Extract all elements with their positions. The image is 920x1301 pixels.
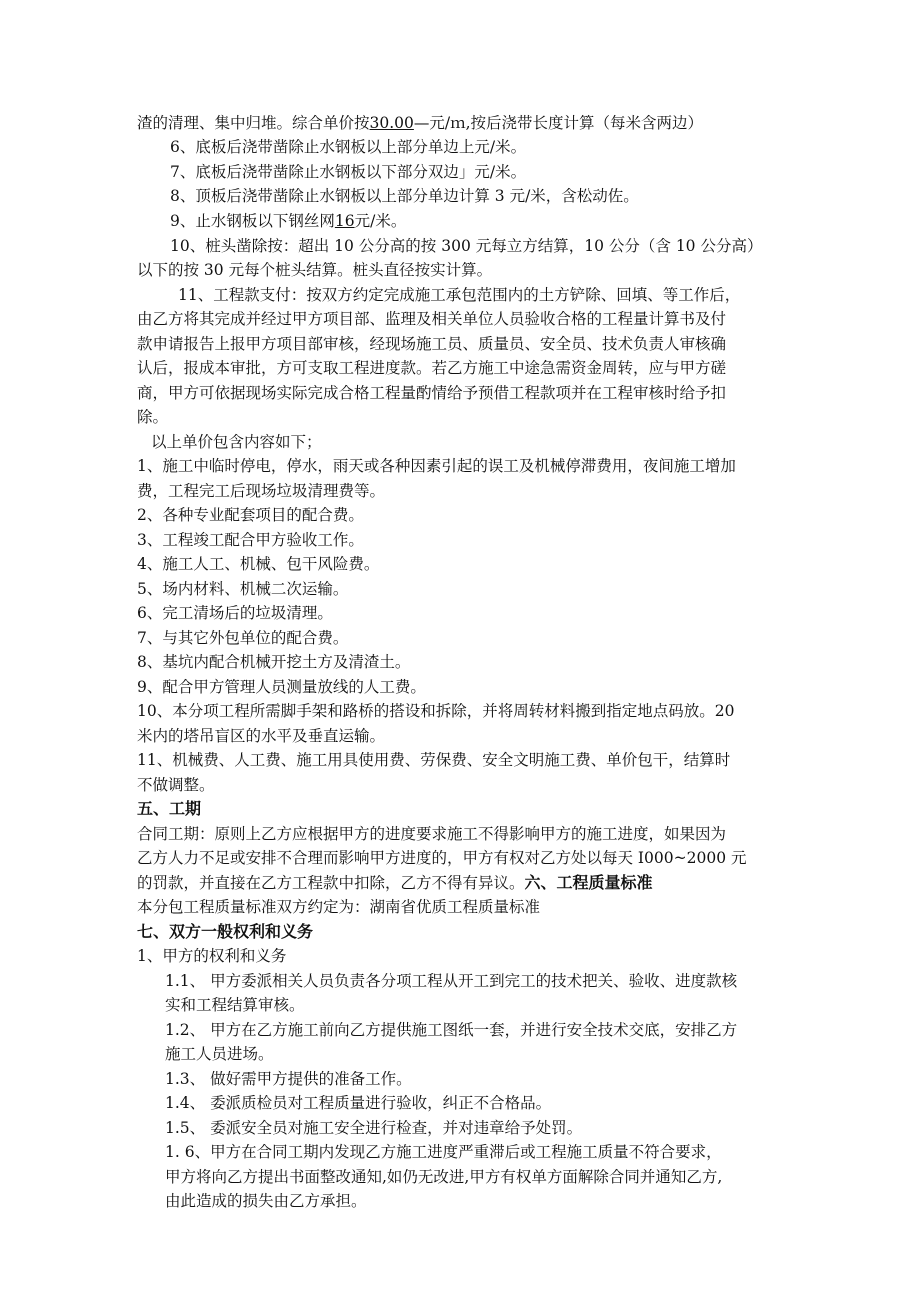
paragraph-line: 以上单价包含内容如下； <box>151 433 322 451</box>
paragraph-line: 1.2、 甲方在乙方施工前向乙方提供施工图纸一套，并进行安全技术交底，安排乙方 <box>165 1021 738 1039</box>
list-item: 10、本分项工程所需脚手架和路桥的搭设和拆除，并将周转材料搬到指定地点码放。20 <box>137 702 735 720</box>
paragraph-line: 款申请报告上报甲方项目部审核，经现场施工员、质量员、安全员、技术负责人审核确 <box>137 335 727 353</box>
list-item: 8、基坑内配合机械开挖土方及清渣土。 <box>137 653 411 671</box>
paragraph-line <box>170 209 406 234</box>
paragraph-line: 合同工期：原则上乙方应根据甲方的进度要求施工不得影响甲方的施工进度，如果因为 <box>137 825 727 843</box>
paragraph-line: 8、顶板后浇带凿除止水钢板以上部分单边计算 3 元/米，含松动佐。 <box>170 187 639 205</box>
text: 元/米。 <box>354 212 407 230</box>
paragraph-line: 乙方人力不足或安排不合理而影响甲方进度的，甲方有权对乙方处以每天 I000~2000 元 <box>137 849 747 867</box>
paragraph-line: 1、甲方的权利和义务 <box>137 947 287 965</box>
paragraph-line: 商，甲方可依据现场实际完成合格工程量酌情给予预借工程款项并在工程审核时给予扣 <box>137 384 727 402</box>
list-item: 6、完工清场后的垃圾清理。 <box>137 604 333 622</box>
paragraph-line: 1.5、 委派安全员对施工安全进行检查，并对违章给予处罚。 <box>165 1119 583 1137</box>
list-item: 5、场内材料、机械二次运输。 <box>137 580 349 598</box>
paragraph-line <box>137 871 653 896</box>
paragraph-line: 施工人员进场。 <box>165 1045 274 1063</box>
paragraph-line: 10、桩头凿除按：超出 10 公分高的按 300 元每立方结算，10 公分（含 10 公分高） <box>170 237 763 255</box>
paragraph-line: 除。 <box>137 408 169 426</box>
paragraph-line: 认后，报成本审批，方可支取工程进度款。若乙方施工中途急需资金周转，应与甲方磋 <box>137 359 727 377</box>
paragraph-line: 本分包工程质量标准双方约定为：湖南省优质工程质量标准 <box>137 898 541 916</box>
list-item: 3、工程竣工配合甲方验收工作。 <box>137 531 364 549</box>
paragraph-line: 费，工程完工后现场垃圾清理费等。 <box>137 482 386 500</box>
paragraph-line: 甲方将向乙方提出书面整改通知,如仍无改进,甲方有权单方面解除合同并通知乙方, <box>165 1168 723 1186</box>
paragraph-line: 由此造成的损失由乙方承担。 <box>165 1192 367 1210</box>
text: —元/ｍ,按后浇带长度计算（每米含两边） <box>413 114 704 132</box>
paragraph-line: 1、施工中临时停电，停水，雨天或各种因素引起的误工及机械停滞费用，夜间施工增加 <box>137 457 736 475</box>
text: 上元/米。 <box>458 138 527 156</box>
list-item: 2、各种专业配套项目的配合费。 <box>137 506 364 524</box>
list-item: 4、施工人工、机械、包干风险费。 <box>137 555 380 573</box>
paragraph-line: 由乙方将其完成并经过甲方项目部、监理及相关单位人员验收合格的工程量计算书及付 <box>137 310 727 328</box>
paragraph-line: 1. 6、甲方在合同工期内发现乙方施工进度严重滞后或工程施工质量不符合要求， <box>165 1143 722 1161</box>
paragraph-line: 1.4、 委派质检员对工程质量进行验收，纠正不合格品。 <box>165 1094 552 1112</box>
list-item: 11、机械费、人工费、施工用具使用费、劳保费、安全文明施工费、单价包干，结算时 <box>137 751 731 769</box>
list-item: 米内的塔吊盲区的水平及垂直运输。 <box>137 727 386 745</box>
section-heading-rights: 七、双方一般权利和义务 <box>137 922 314 941</box>
paragraph-line: 以下的按 30 元每个桩头结算。桩头直径按实计算。 <box>137 261 493 279</box>
text: 的罚款，并直接在乙方工程款中扣除，乙方不得有异议。 <box>137 874 525 892</box>
list-item: 不做调整。 <box>137 776 215 794</box>
list-item: 9、配合甲方管理人员测量放线的人工费。 <box>137 678 426 696</box>
text: 6、底板后浇带凿除止水钢板以上部分单边 <box>170 138 459 156</box>
section-heading-schedule: 五、工期 <box>137 799 202 818</box>
text: 9、止水钢板以下钢丝网 <box>170 212 335 230</box>
section-heading-quality: 六、工程质量标准 <box>524 873 653 892</box>
paragraph-line: 11、工程款支付：按双方约定完成施工承包范围内的土方铲除、回填、等工作后， <box>178 286 741 304</box>
list-item: 7、与其它外包单位的配合费。 <box>137 629 349 647</box>
text: 渣的清理、集中归堆。综合单价按 <box>137 114 370 132</box>
underlined-price: 16 <box>334 212 355 230</box>
paragraph-line: 1.3、 做好需甲方提供的准备工作。 <box>165 1070 412 1088</box>
paragraph-line: 实和工程结算审核。 <box>165 996 305 1014</box>
paragraph-line <box>137 111 703 136</box>
underlined-price: 30.00 <box>369 114 414 132</box>
paragraph-line <box>170 135 526 160</box>
paragraph-line: 1.1、 甲方委派相关人员负责各分项工程从开工到完工的技术把关、验收、进度款核 <box>165 972 738 990</box>
paragraph-line: 7、底板后浇带凿除止水钢板以下部分双边」元/米。 <box>170 163 527 181</box>
